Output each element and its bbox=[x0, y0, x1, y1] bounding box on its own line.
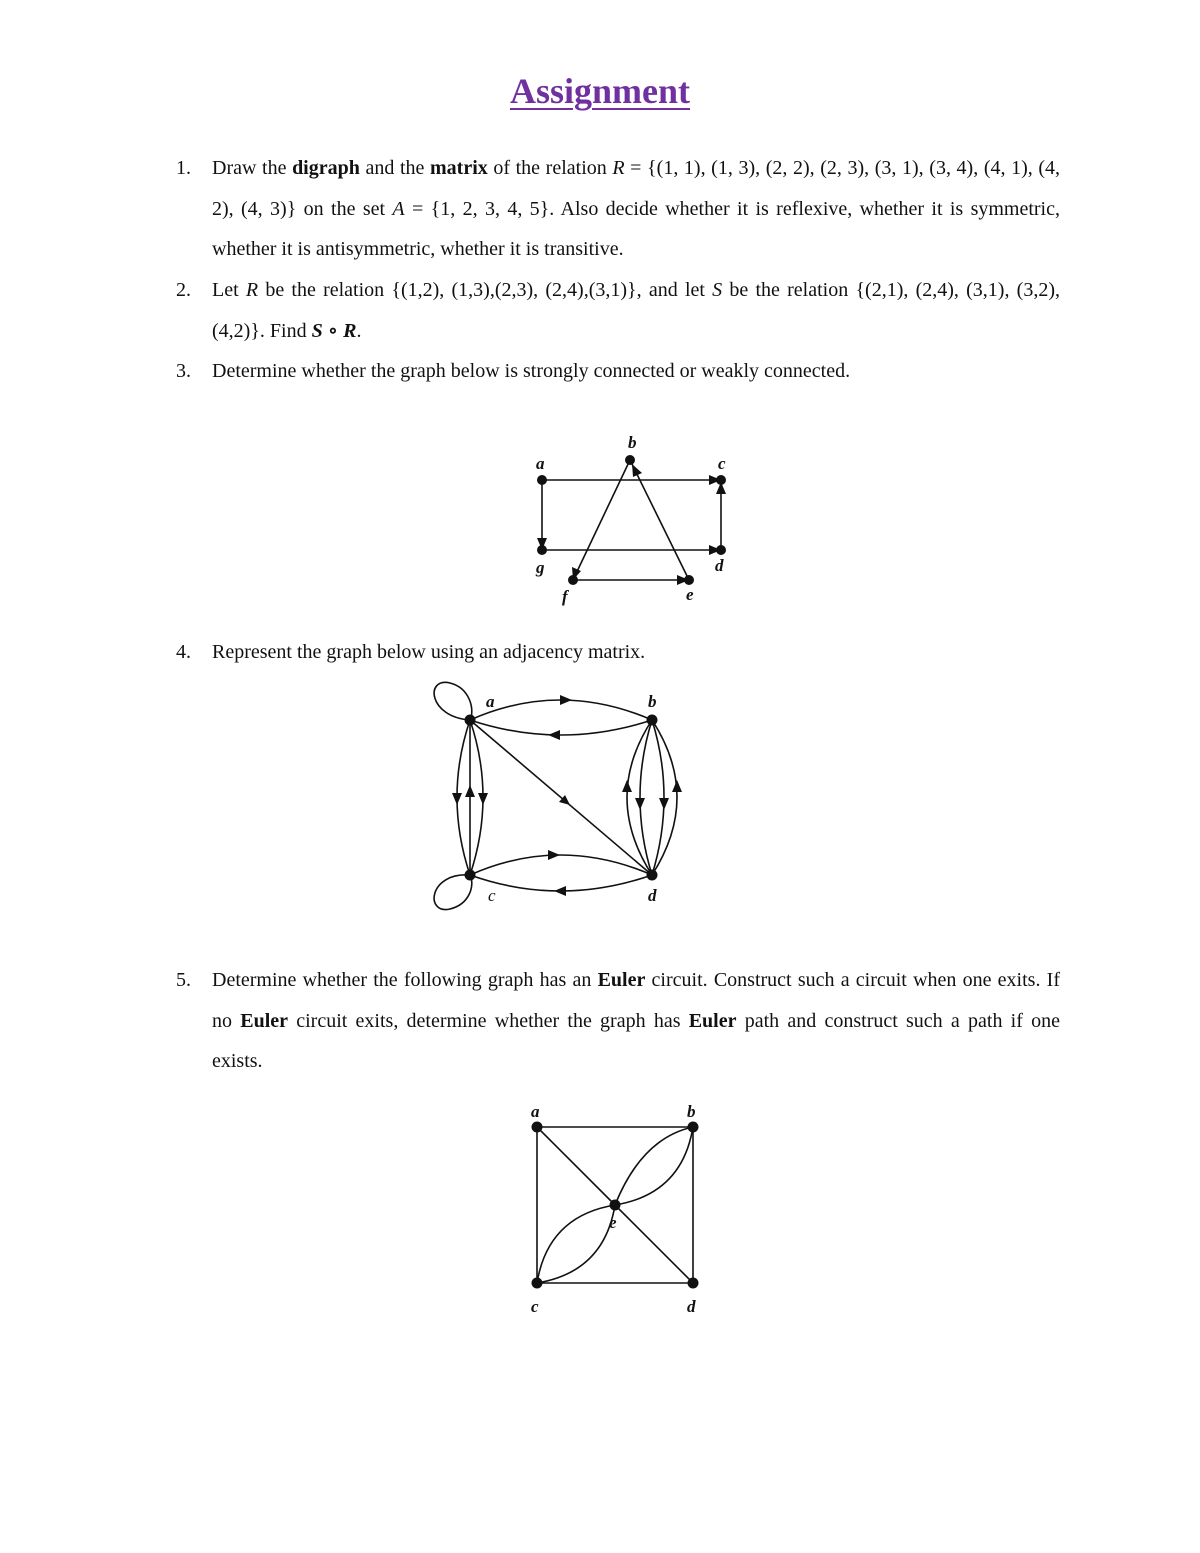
arrow-b-a-lower bbox=[548, 730, 560, 740]
node-c bbox=[716, 475, 726, 485]
label-f: f bbox=[562, 587, 568, 606]
question-2 bbox=[176, 270, 1060, 351]
question-text: Determine whether the graph below is strongly connected or weakly connected. bbox=[212, 360, 851, 382]
label-b: b bbox=[648, 692, 657, 711]
node-d bbox=[716, 545, 726, 555]
node-a bbox=[537, 475, 547, 485]
question-text: Determine whether the following graph has an Euler circuit. Construct such a circuit when one exits. If no Euler circuit exits, determine whether the graph has Euler path and construct such a path if one exists. bbox=[212, 969, 1060, 1072]
edge-b-e bbox=[630, 460, 689, 580]
label-a: a bbox=[486, 692, 495, 711]
node-b bbox=[647, 715, 658, 726]
edge-e-c-1 bbox=[537, 1205, 615, 1283]
label-b: b bbox=[628, 433, 637, 452]
edge-e-b-2 bbox=[615, 1127, 693, 1205]
label-b: b bbox=[687, 1102, 696, 1121]
question-text: Represent the graph below using an adjacency matrix. bbox=[212, 641, 646, 663]
loop-c bbox=[434, 875, 472, 910]
question-number: 1. bbox=[176, 157, 191, 179]
arrow-b-d-3 bbox=[659, 798, 669, 810]
edge-b-d-3 bbox=[652, 720, 664, 875]
edge-e-c-2 bbox=[537, 1205, 615, 1283]
label-g: g bbox=[536, 558, 545, 577]
arrow-d-b-4 bbox=[672, 780, 682, 792]
edge-c-d-upper bbox=[470, 855, 652, 875]
label-c: c bbox=[488, 886, 496, 905]
arrow-b-d-2 bbox=[635, 798, 645, 810]
graph-q3 bbox=[520, 420, 750, 610]
loop-a bbox=[434, 682, 472, 720]
arrow-c-a bbox=[465, 785, 475, 797]
node-d bbox=[647, 870, 658, 881]
arrow-d-c bbox=[554, 886, 566, 896]
question-5 bbox=[176, 960, 1060, 1082]
question-number: 5. bbox=[176, 969, 191, 991]
edge-b-f bbox=[573, 460, 630, 580]
label-a: a bbox=[536, 454, 545, 473]
question-number: 2. bbox=[176, 279, 191, 301]
graph-q5 bbox=[515, 1095, 715, 1325]
node-b bbox=[688, 1122, 699, 1133]
arrow-e-to-b bbox=[632, 464, 642, 477]
arrow-d-b-1 bbox=[622, 780, 632, 792]
node-c bbox=[532, 1278, 543, 1289]
label-a: a bbox=[531, 1102, 540, 1121]
edge-e-d bbox=[615, 1205, 693, 1283]
label-d: d bbox=[687, 1297, 696, 1316]
question-number: 4. bbox=[176, 641, 191, 663]
node-a bbox=[532, 1122, 543, 1133]
node-e bbox=[684, 575, 694, 585]
node-d bbox=[688, 1278, 699, 1289]
edge-a-b-lower bbox=[470, 720, 652, 735]
question-text: Let R be the relation {(1,2), (1,3),(2,3), (2,4),(3,1)}, and let S be the relation {(2,1), (2,4), (3,1), (3,2), (4,2)}. Find S ∘ R. bbox=[212, 279, 1061, 342]
question-number: 3. bbox=[176, 360, 191, 382]
page-title: Assignment bbox=[509, 71, 691, 111]
edge-a-e bbox=[537, 1127, 615, 1205]
edge-b-d-2 bbox=[640, 720, 652, 875]
node-b bbox=[625, 455, 635, 465]
node-g bbox=[537, 545, 547, 555]
node-c bbox=[465, 870, 476, 881]
label-e: e bbox=[609, 1213, 617, 1232]
label-d: d bbox=[715, 556, 724, 575]
question-4 bbox=[176, 632, 1060, 673]
label-c: c bbox=[718, 454, 726, 473]
label-e: e bbox=[686, 585, 694, 604]
question-1 bbox=[176, 148, 1060, 270]
node-e bbox=[610, 1200, 621, 1211]
question-text: Draw the digraph and the matrix of the relation R = {(1, 1), (1, 3), (2, 2), (2, 3), (3, 1), (3, 4), (4, 1), (4, 2), (4, 3)} on the set A = {1, 2, 3, 4, 5}. Also decide whether it is reflexive, whether it is symmetric, whether it is antisymmetric, whether it is transitive. bbox=[212, 157, 1060, 260]
node-a bbox=[465, 715, 476, 726]
edge-a-d bbox=[470, 720, 652, 875]
arrow-a-c-left bbox=[452, 793, 462, 805]
arrow-c-d bbox=[548, 850, 560, 860]
label-c: c bbox=[531, 1297, 539, 1316]
question-3 bbox=[176, 351, 1060, 392]
graph-q4 bbox=[420, 675, 710, 920]
edge-e-b-1 bbox=[615, 1127, 693, 1205]
arrow-a-c-right bbox=[478, 793, 488, 805]
arrow-a-b-upper bbox=[560, 695, 572, 705]
label-d: d bbox=[648, 886, 657, 905]
node-f bbox=[568, 575, 578, 585]
